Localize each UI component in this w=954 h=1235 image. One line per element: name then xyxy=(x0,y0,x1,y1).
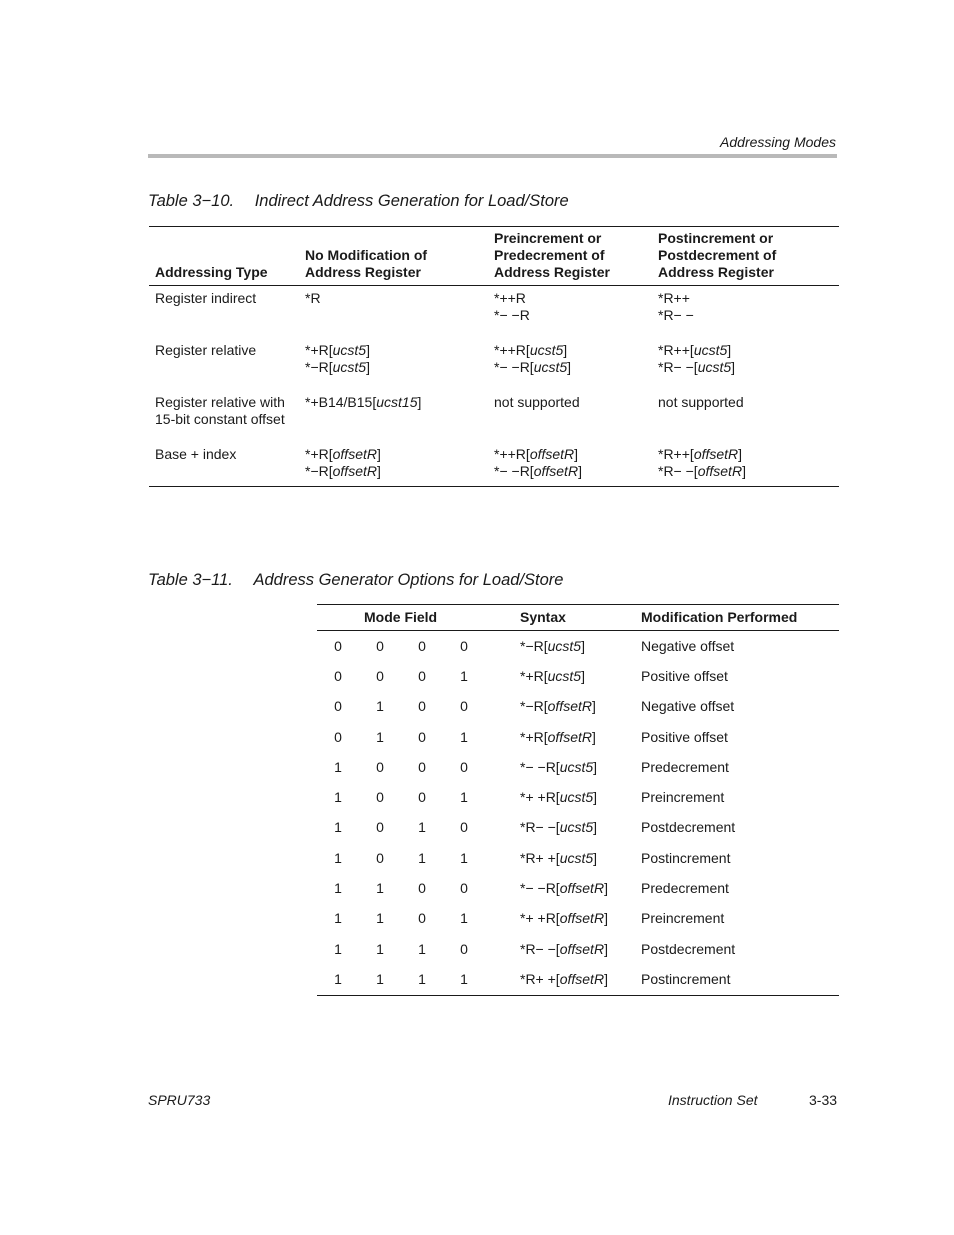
syntax-line xyxy=(305,463,482,480)
syntax-suffix: ] xyxy=(417,394,422,410)
table2-title: Address Generator Options for Load/Store xyxy=(253,571,564,589)
syntax-suffix: ] xyxy=(591,698,596,715)
syntax-cell xyxy=(485,782,641,812)
pre-cell xyxy=(488,390,652,442)
no-modification-header xyxy=(299,227,488,286)
syntax-operand: ucst5 xyxy=(559,819,594,836)
syntax-suffix: ] xyxy=(593,789,598,806)
addressing-type-cell xyxy=(149,390,299,442)
mode-bit-2: 0 xyxy=(418,667,426,684)
table-row xyxy=(317,752,839,782)
syntax-prefix: *R++[ xyxy=(658,446,694,462)
table2-body xyxy=(317,631,839,996)
footer-doc-id: SPRU733 xyxy=(148,1092,211,1108)
syntax-cell xyxy=(485,934,641,964)
pre-cell xyxy=(488,286,652,339)
syntax-line xyxy=(658,342,833,359)
syntax-line xyxy=(494,359,646,376)
mode-bit-1: 1 xyxy=(376,970,384,987)
header-line: No Modification of xyxy=(305,247,428,263)
header-rule xyxy=(148,154,837,158)
syntax-prefix: *− −R xyxy=(494,307,530,323)
syntax-line xyxy=(305,446,482,463)
syntax-prefix: *++R[ xyxy=(494,342,530,358)
mode-bit-0: 1 xyxy=(334,758,342,775)
syntax-cell xyxy=(485,661,641,691)
syntax-line xyxy=(658,290,833,307)
syntax-line xyxy=(658,446,833,463)
header-line: Postdecrement of xyxy=(658,247,777,263)
syntax-prefix: *− −R[ xyxy=(494,359,534,375)
syntax-operand: offsetR xyxy=(559,880,605,897)
syntax-line xyxy=(658,307,833,324)
syntax-prefix: *R+ +[ xyxy=(520,849,560,866)
table-row xyxy=(317,873,839,903)
syntax-prefix: *+R[ xyxy=(520,667,548,684)
type-line: Register indirect xyxy=(155,290,257,306)
mode-bit-2: 0 xyxy=(418,698,426,715)
syntax-operand: offsetR xyxy=(547,728,592,745)
mode-bit-2: 0 xyxy=(418,637,426,654)
syntax-prefix: *R− −[ xyxy=(520,819,560,836)
mode-bit-1: 0 xyxy=(376,667,384,684)
indirect-address-table xyxy=(149,226,839,487)
mode-bit-1: 0 xyxy=(376,789,384,806)
syntax-operand: ucst5 xyxy=(547,667,582,684)
syntax-operand: offsetR xyxy=(332,463,377,479)
table-row xyxy=(149,286,839,339)
syntax-prefix: *R− −[ xyxy=(658,463,698,479)
syntax-suffix: ] xyxy=(593,819,598,836)
modification-cell: Postincrement xyxy=(641,849,731,866)
syntax-prefix: *−R[ xyxy=(305,359,333,375)
footer-page-number: 3-33 xyxy=(809,1092,838,1108)
pre-cell xyxy=(488,442,652,487)
syntax-suffix: ] xyxy=(581,667,585,684)
address-generator-table xyxy=(317,604,839,996)
syntax-suffix: ] xyxy=(366,342,370,358)
table-row xyxy=(317,722,839,752)
nomod-cell xyxy=(299,442,488,487)
syntax-prefix: *−R[ xyxy=(520,637,548,654)
modification-cell: Predecrement xyxy=(641,758,729,775)
syntax-suffix: ] xyxy=(376,463,381,479)
syntax-suffix: ] xyxy=(604,910,608,927)
mode-bit-3: 1 xyxy=(460,970,468,987)
table-row xyxy=(149,338,839,390)
table1-body xyxy=(149,286,839,487)
table-row xyxy=(317,692,839,722)
running-header: Addressing Modes xyxy=(720,134,836,150)
syntax-operand: offsetR xyxy=(559,970,605,987)
table1-header-row xyxy=(149,227,839,286)
header-line: Address Register xyxy=(494,264,610,280)
modification-cell: Negative offset xyxy=(641,637,735,654)
mode-bit-2: 0 xyxy=(418,910,426,927)
mode-bit-0: 1 xyxy=(334,910,342,927)
mode-bit-2: 1 xyxy=(418,849,426,866)
mode-bit-0: 1 xyxy=(334,970,342,987)
modification-cell: Postdecrement xyxy=(641,819,736,836)
header-line: Preincrement or xyxy=(494,230,602,246)
mode-bit-0: 1 xyxy=(334,789,342,806)
syntax-prefix: *R++ xyxy=(658,290,690,306)
syntax-operand: offsetR xyxy=(559,910,605,927)
syntax-line xyxy=(305,290,482,307)
post-modification-header xyxy=(652,227,839,286)
mode-bit-3: 0 xyxy=(460,698,468,715)
mode-bit-1: 0 xyxy=(376,849,384,866)
syntax-line xyxy=(305,394,482,411)
table-row xyxy=(149,442,839,487)
syntax-suffix: ] xyxy=(376,446,381,462)
syntax-suffix: ] xyxy=(574,446,579,462)
post-cell xyxy=(652,442,839,487)
modification-cell: Preincrement xyxy=(641,910,725,927)
syntax-suffix: ] xyxy=(563,342,568,358)
modification-cell: Preincrement xyxy=(641,789,725,806)
mode-bit-3: 1 xyxy=(460,789,468,806)
type-line: Register relative xyxy=(155,342,257,358)
addressing-type-header xyxy=(149,227,299,286)
mode-bit-3: 1 xyxy=(460,910,468,927)
modification-cell: Postincrement xyxy=(641,970,731,987)
syntax-cell xyxy=(485,813,641,843)
syntax-operand: offsetR xyxy=(693,446,739,462)
syntax-suffix: ] xyxy=(604,880,608,897)
table1-title: Indirect Address Generation for Load/Store xyxy=(254,192,569,210)
syntax-cell xyxy=(485,843,641,873)
syntax-line xyxy=(494,394,646,411)
syntax-suffix: ] xyxy=(591,728,596,745)
syntax-line xyxy=(305,359,482,376)
table-row xyxy=(317,934,839,964)
table-row xyxy=(317,904,839,934)
syntax-operand: offsetR xyxy=(697,463,743,479)
syntax-prefix: *− −R[ xyxy=(494,463,534,479)
syntax-header: Syntax xyxy=(485,605,641,631)
mode-bit-2: 1 xyxy=(418,819,426,836)
syntax-suffix: ] xyxy=(593,758,598,775)
table-row xyxy=(317,661,839,691)
mode-bit-1: 0 xyxy=(376,637,384,654)
syntax-prefix: *++R xyxy=(494,290,526,306)
mode-bit-3: 0 xyxy=(460,637,468,654)
mode-bit-0: 1 xyxy=(334,849,342,866)
syntax-suffix: ] xyxy=(604,970,608,987)
post-cell xyxy=(652,390,839,442)
mode-bit-0: 0 xyxy=(334,637,342,654)
footer-chapter: Instruction Set xyxy=(668,1092,758,1108)
syntax-cell xyxy=(485,752,641,782)
syntax-operand: offsetR xyxy=(529,446,575,462)
syntax-line xyxy=(305,342,482,359)
modification-header: Modification Performed xyxy=(641,605,839,631)
syntax-prefix: *+R[ xyxy=(520,728,548,745)
syntax-operand: ucst5 xyxy=(559,758,594,775)
syntax-cell xyxy=(485,904,641,934)
type-line: Register relative with xyxy=(155,394,285,410)
syntax-operand: ucst5 xyxy=(559,849,594,866)
mode-bit-0: 1 xyxy=(334,940,342,957)
syntax-suffix: ] xyxy=(578,463,582,479)
syntax-suffix: ] xyxy=(731,359,736,375)
modification-cell: Negative offset xyxy=(641,698,735,715)
mode-bit-1: 1 xyxy=(376,728,384,745)
syntax-prefix: *+ +R[ xyxy=(520,910,560,927)
syntax-suffix: ] xyxy=(593,849,598,866)
syntax-operand: offsetR xyxy=(332,446,377,462)
mode-bit-1: 1 xyxy=(376,940,384,957)
syntax-operand: ucst5 xyxy=(693,342,728,358)
mode-bit-1: 1 xyxy=(376,880,384,897)
mode-bit-2: 1 xyxy=(418,940,426,957)
header-line: Addressing Type xyxy=(155,264,268,280)
syntax-prefix: *++R[ xyxy=(494,446,530,462)
pre-modification-header xyxy=(488,227,652,286)
syntax-prefix: *R+ +[ xyxy=(520,970,560,987)
type-line: 15-bit constant offset xyxy=(155,411,285,427)
mode-bit-3: 0 xyxy=(460,819,468,836)
syntax-prefix: *+R[ xyxy=(305,446,333,462)
addressing-type-cell xyxy=(149,338,299,390)
mode-bit-3: 1 xyxy=(460,728,468,745)
addressing-type-cell xyxy=(149,286,299,339)
mode-bit-2: 0 xyxy=(418,789,426,806)
syntax-prefix: *− −R[ xyxy=(520,758,560,775)
syntax-operand: ucst5 xyxy=(697,359,732,375)
syntax-line xyxy=(658,463,833,480)
syntax-operand: ucst5 xyxy=(547,637,582,654)
table2-header-row xyxy=(317,605,839,631)
syntax-cell xyxy=(485,873,641,903)
table-row xyxy=(149,390,839,442)
mode-bit-0: 0 xyxy=(334,667,342,684)
syntax-cell xyxy=(485,692,641,722)
syntax-prefix: not supported xyxy=(494,394,580,410)
syntax-line xyxy=(494,307,646,324)
post-cell xyxy=(652,338,839,390)
syntax-line xyxy=(658,394,833,411)
mode-bit-0: 0 xyxy=(334,728,342,745)
mode-bit-3: 0 xyxy=(460,758,468,775)
syntax-suffix: ] xyxy=(727,342,732,358)
syntax-prefix: *R− − xyxy=(658,307,694,323)
syntax-suffix: ] xyxy=(567,359,572,375)
syntax-cell xyxy=(485,722,641,752)
syntax-prefix: *R− −[ xyxy=(520,940,560,957)
syntax-operand: ucst15 xyxy=(376,394,418,410)
table1-number: Table 3−10. xyxy=(148,192,235,210)
mode-bit-0: 1 xyxy=(334,880,342,897)
syntax-operand: ucst5 xyxy=(559,789,594,806)
syntax-operand: ucst5 xyxy=(332,342,367,358)
syntax-operand: ucst5 xyxy=(529,342,564,358)
mode-bit-3: 1 xyxy=(460,667,468,684)
mode-field-header: Mode Field xyxy=(317,605,485,631)
header-line: Address Register xyxy=(305,264,421,280)
mode-bit-2: 0 xyxy=(418,728,426,745)
mode-bit-0: 0 xyxy=(334,698,342,715)
syntax-cell xyxy=(485,964,641,995)
mode-bit-0: 1 xyxy=(334,819,342,836)
syntax-operand: ucst5 xyxy=(332,359,367,375)
table-row xyxy=(317,631,839,662)
mode-bit-2: 0 xyxy=(418,758,426,775)
syntax-operand: offsetR xyxy=(547,698,592,715)
nomod-cell xyxy=(299,338,488,390)
header-line: Postincrement or xyxy=(658,230,774,246)
table-row xyxy=(317,843,839,873)
mode-bit-2: 0 xyxy=(418,880,426,897)
nomod-cell xyxy=(299,286,488,339)
modification-cell: Predecrement xyxy=(641,880,729,897)
post-cell xyxy=(652,286,839,339)
table2-number: Table 3−11. xyxy=(148,571,233,589)
syntax-prefix: *− −R[ xyxy=(520,880,560,897)
mode-bit-1: 1 xyxy=(376,910,384,927)
syntax-line xyxy=(494,342,646,359)
syntax-prefix: *−R[ xyxy=(305,463,333,479)
pre-cell xyxy=(488,338,652,390)
syntax-suffix: ] xyxy=(742,463,746,479)
syntax-prefix: *−R[ xyxy=(520,698,548,715)
type-line: Base + index xyxy=(155,446,237,462)
modification-cell: Positive offset xyxy=(641,667,728,684)
syntax-prefix: *+B14/B15[ xyxy=(305,394,377,410)
header-line: Predecrement of xyxy=(494,247,605,263)
mode-bit-1: 0 xyxy=(376,819,384,836)
table1-caption xyxy=(148,192,569,211)
syntax-prefix: *+R[ xyxy=(305,342,333,358)
mode-bit-3: 0 xyxy=(460,880,468,897)
addressing-type-cell xyxy=(149,442,299,487)
syntax-suffix: ] xyxy=(581,637,585,654)
syntax-prefix: *+ +R[ xyxy=(520,789,560,806)
header-line: Address Register xyxy=(658,264,774,280)
syntax-line xyxy=(494,446,646,463)
mode-bit-2: 1 xyxy=(418,970,426,987)
table-row xyxy=(317,964,839,995)
syntax-suffix: ] xyxy=(604,940,608,957)
nomod-cell xyxy=(299,390,488,442)
syntax-prefix: *R− −[ xyxy=(658,359,698,375)
syntax-prefix: *R++[ xyxy=(658,342,694,358)
syntax-suffix: ] xyxy=(738,446,743,462)
mode-bit-1: 0 xyxy=(376,758,384,775)
syntax-operand: offsetR xyxy=(533,463,579,479)
table-row xyxy=(317,782,839,812)
syntax-line xyxy=(658,359,833,376)
modification-cell: Postdecrement xyxy=(641,940,736,957)
mode-bit-3: 0 xyxy=(460,940,468,957)
syntax-prefix: not supported xyxy=(658,394,744,410)
syntax-line xyxy=(494,463,646,480)
syntax-operand: ucst5 xyxy=(533,359,568,375)
syntax-operand: offsetR xyxy=(559,940,605,957)
modification-cell: Positive offset xyxy=(641,728,728,745)
syntax-prefix: *R xyxy=(305,290,321,306)
mode-bit-1: 1 xyxy=(376,698,384,715)
syntax-cell xyxy=(485,631,641,662)
table2-caption xyxy=(148,571,563,590)
syntax-suffix: ] xyxy=(366,359,370,375)
table-row xyxy=(317,813,839,843)
syntax-line xyxy=(494,290,646,307)
mode-bit-3: 1 xyxy=(460,849,468,866)
